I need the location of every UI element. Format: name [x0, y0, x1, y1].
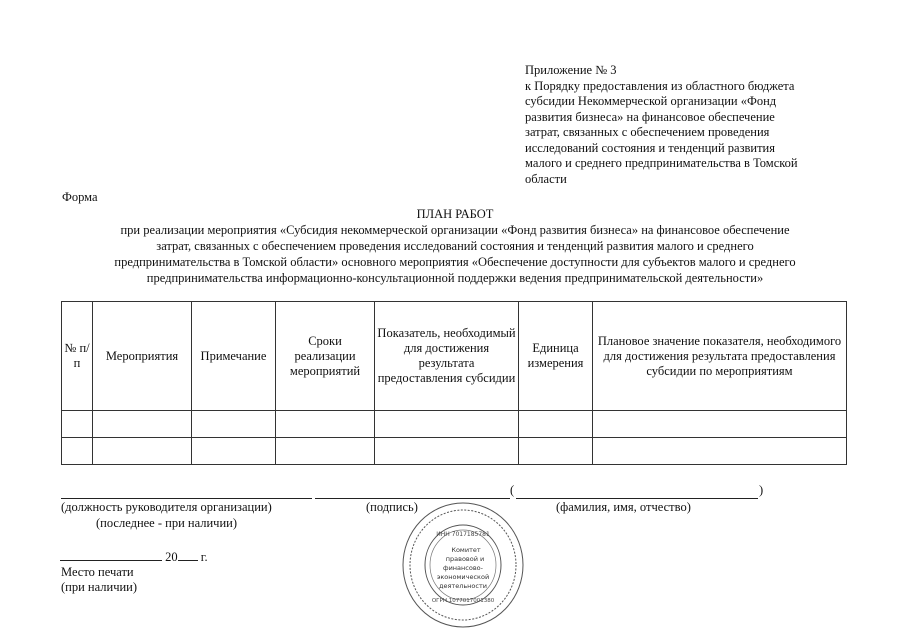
seal-label: Место печати [61, 565, 134, 579]
table-cell[interactable] [276, 411, 375, 438]
stamp-line: финансово- [443, 564, 483, 572]
plan-subtitle-line: затрат, связанных с обеспечением проведения исследований состояния и тенденций развития малого и среднего [156, 239, 754, 253]
appendix-line: исследований состояния и тенденций развития [525, 140, 775, 155]
table-cell[interactable] [62, 411, 93, 438]
approval-stamp-icon [400, 500, 526, 630]
table-cell[interactable] [62, 438, 93, 465]
appendix-line: малого и среднего предпринимательства в Томской [525, 156, 798, 170]
table-header-row [62, 302, 847, 411]
table-cell[interactable] [519, 411, 593, 438]
table-row [62, 411, 847, 438]
date-line [60, 548, 208, 565]
appendix-line: затрат, связанных с обеспечением проведения [525, 125, 770, 139]
table-cell[interactable] [93, 411, 192, 438]
table-cell[interactable] [593, 411, 847, 438]
header-unit: Единица измерения [519, 302, 593, 411]
position-signature-line[interactable] [61, 498, 312, 499]
stamp-line: Комитет [451, 546, 481, 554]
name-caption: (фамилия, имя, отчество) [556, 500, 691, 514]
plan-subtitle-line: предпринимательства информационно-консультационной поддержки ведения предпринимательской деятельности» [146, 271, 764, 285]
plan-subtitle-line: при реализации мероприятия «Субсидия некоммерческой организации «Фонд развития бизнеса» на финансовое обеспечение [120, 223, 790, 237]
signature-line[interactable] [315, 498, 510, 499]
header-activities: Мероприятия [93, 302, 192, 411]
appendix-line: развития бизнеса» на финансовое обеспечение [525, 109, 775, 124]
table-cell[interactable] [276, 438, 375, 465]
table-cell[interactable] [93, 438, 192, 465]
table-row [62, 438, 847, 465]
plan-subtitle-line: предпринимательства в Томской области» основного мероприятия «Обеспечение доступности для субъектов малого и среднего [114, 255, 796, 269]
date-blank[interactable] [60, 548, 162, 561]
year-suffix: г. [200, 550, 208, 564]
plan-heading: ПЛАН РАБОТ [416, 207, 494, 221]
table-cell[interactable] [192, 438, 276, 465]
appendix-line: Приложение № 3 [525, 63, 617, 77]
header-planned-value: Плановое значение показателя, необходимого для достижения результата предоставления субсидии по мероприятиям [593, 302, 847, 411]
year-prefix: 20 [165, 550, 178, 564]
signature-caption: (подпись) [366, 500, 418, 514]
year-blank[interactable] [178, 548, 198, 561]
stamp-line: деятельности [439, 582, 487, 590]
plan-table [61, 301, 847, 465]
position-note: (последнее - при наличии) [96, 516, 237, 530]
name-signature-line[interactable] [516, 498, 758, 499]
form-label: Форма [62, 190, 98, 204]
stamp-ogrn: ОГРН 1077017001380 [431, 598, 495, 604]
appendix-line: субсидии Некоммерческой организации «Фонд [525, 94, 777, 108]
header-note: Примечание [192, 302, 276, 411]
table-cell[interactable] [375, 438, 519, 465]
appendix-line: области [525, 171, 567, 186]
close-paren: ) [759, 483, 764, 497]
table-cell[interactable] [593, 438, 847, 465]
header-indicator: Показатель, необходимый для достижения результата предоставления субсидии [375, 302, 519, 411]
stamp-inn: ИНН 7017185781 [436, 531, 490, 538]
table-cell[interactable] [192, 411, 276, 438]
header-deadlines: Сроки реализации мероприятий [276, 302, 375, 411]
appendix-line: к Порядку предоставления из областного бюджета [525, 78, 795, 93]
stamp-line: правовой и [445, 555, 485, 563]
table-cell[interactable] [519, 438, 593, 465]
stamp-line: экономической [436, 573, 490, 581]
appendix-block [525, 63, 855, 187]
header-number: № п/п [62, 302, 93, 411]
table-cell[interactable] [375, 411, 519, 438]
plan-title [55, 206, 855, 286]
open-paren: ( [510, 483, 515, 497]
seal-note: (при наличии) [61, 580, 138, 594]
position-caption: (должность руководителя организации) [61, 500, 272, 514]
